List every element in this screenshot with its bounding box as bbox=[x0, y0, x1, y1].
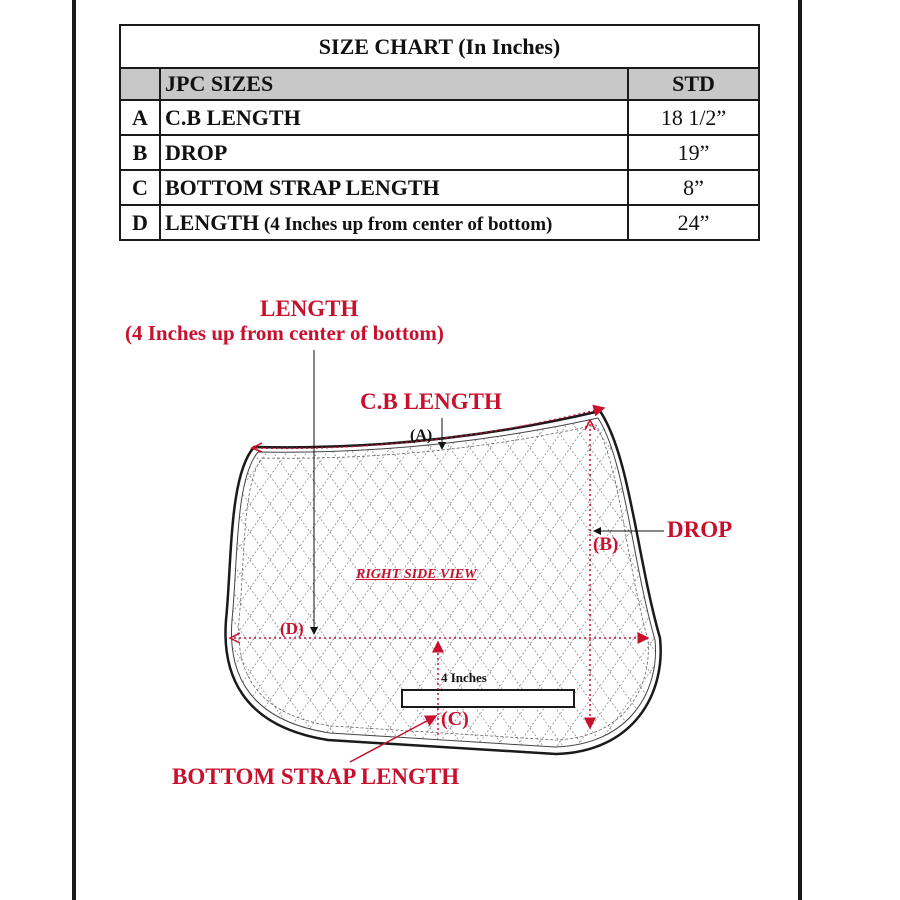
marker-c: (C) bbox=[441, 708, 469, 730]
four-inches-label: 4 Inches bbox=[441, 670, 487, 685]
row-label-text: LENGTH bbox=[165, 209, 260, 235]
row-value: 24” bbox=[628, 205, 759, 240]
row-key: C bbox=[120, 170, 160, 205]
marker-a: (A) bbox=[410, 427, 433, 444]
bottom-strap bbox=[402, 690, 574, 707]
row-key: B bbox=[120, 135, 160, 170]
bottom-strap-label: BOTTOM STRAP LENGTH bbox=[172, 764, 460, 789]
header-std-cell: STD bbox=[628, 68, 759, 100]
length-subtitle: (4 Inches up from center of bottom) bbox=[125, 321, 444, 345]
row-label-text: DROP bbox=[165, 139, 228, 165]
marker-b: (B) bbox=[593, 534, 619, 555]
right-side-view-label: RIGHT SIDE VIEW bbox=[356, 567, 477, 582]
row-value: 8” bbox=[628, 170, 759, 205]
marker-d: (D) bbox=[280, 619, 304, 638]
row-label-sub: (4 Inches up from center of bottom) bbox=[259, 213, 553, 235]
row-label-text: C.B LENGTH bbox=[165, 104, 301, 130]
cb-length-label: C.B LENGTH bbox=[360, 389, 502, 414]
size-chart-title: SIZE CHART (In Inches) bbox=[120, 25, 759, 68]
row-label-text: BOTTOM STRAP LENGTH bbox=[165, 174, 440, 200]
row-key: A bbox=[120, 100, 160, 135]
row-key: D bbox=[120, 205, 160, 240]
length-title: LENGTH bbox=[260, 296, 359, 321]
drop-label: DROP bbox=[667, 517, 733, 542]
row-value: 18 1/2” bbox=[628, 100, 759, 135]
header-sizes-cell: JPC SIZES bbox=[160, 68, 628, 100]
row-value: 19” bbox=[628, 135, 759, 170]
